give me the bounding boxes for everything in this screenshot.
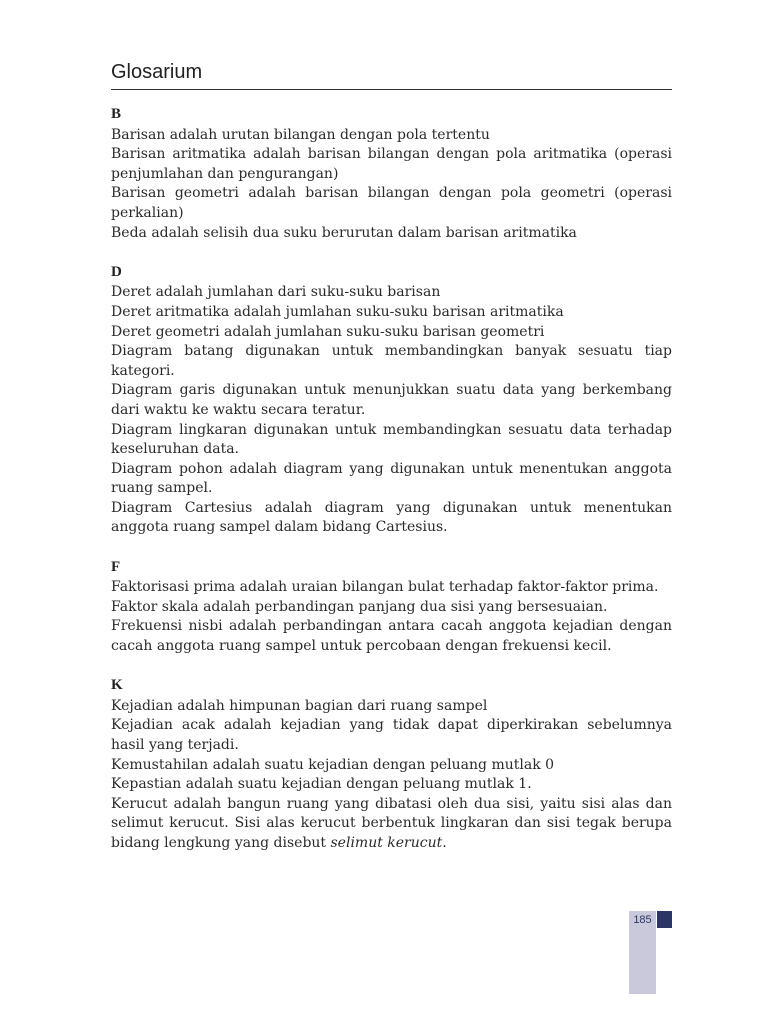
entry-end: . [442,834,447,851]
glossary-content [111,105,672,873]
glossary-entry: Faktorisasi prima adalah uraian bilangan bulat terhadap faktor-faktor prima. [111,579,659,596]
section-d [111,263,672,538]
page-title: Glosarium [111,61,203,83]
glossary-entry: Diagram Cartesius adalah diagram yang digunakan untuk menentukan anggota ruang sampel dalam bidang Cartesius. [111,499,672,536]
entry-emphasis: selimut kerucut [330,834,443,851]
glossary-entry: Kejadian acak adalah kejadian yang tidak dapat diperkirakan sebelumnya hasil yang terjadi. [111,717,672,753]
glossary-entry: Deret adalah jumlahan dari suku-suku barisan [111,284,441,301]
page-marker-square [657,911,672,928]
section-letter: F [111,558,121,575]
glossary-entry: Diagram pohon adalah diagram yang digunakan untuk menentukan anggota ruang sampel. [111,460,672,497]
glossary-entry [111,795,672,854]
entry-text: Kerucut adalah bangun ruang yang dibatasi oleh dua sisi, yaitu sisi alas dan selimut kerucut. Sisi alas kerucut berbentuk lingkaran dan sisi tegak berupa bidang lengkung yang disebut [111,795,672,851]
section-f [111,558,672,657]
glossary-entry: Kejadian adalah himpunan bagian dari ruang sampel [111,697,488,714]
page-number: 185 [633,914,652,926]
glossary-entry: Diagram batang digunakan untuk membandingkan banyak sesuatu tiap kategori. [111,343,672,379]
glossary-entry: Kemustahilan adalah suatu kejadian dengan peluang mutlak 0 [111,756,555,773]
glossary-entry: Diagram garis digunakan untuk menunjukkan suatu data yang berkembang dari waktu ke waktu secara teratur. [111,382,672,418]
section-letter: D [111,263,122,280]
glossary-entry: Barisan geometri adalah barisan bilangan dengan pola geometri (operasi perkalian) [111,185,672,221]
title-divider [111,89,672,90]
glossary-entry: Deret geometri adalah jumlahan suku-suku barisan geometri [111,323,545,340]
section-b [111,105,672,243]
glossary-entry: Beda adalah selisih dua suku berurutan dalam barisan aritmatika [111,224,577,241]
glossary-entry: Kepastian adalah suatu kejadian dengan peluang mutlak 1. [111,776,532,793]
glossary-entry: Barisan adalah urutan bilangan dengan pola tertentu [111,126,490,143]
glossary-entry: Deret aritmatika adalah jumlahan suku-suku barisan aritmatika [111,303,564,320]
glossary-entry: Barisan aritmatika adalah barisan bilangan dengan pola aritmatika (operasi penjumlahan dan pengurangan) [111,146,672,182]
section-k [111,676,672,853]
section-letter: B [111,106,122,122]
glossary-entry: Diagram lingkaran digunakan untuk membandingkan sesuatu data terhadap keseluruhan data. [111,421,672,458]
section-letter: K [111,677,123,694]
glossary-entry: Faktor skala adalah perbandingan panjang dua sisi yang bersesuaian. [111,598,608,615]
glossary-entry: Frekuensi nisbi adalah perbandingan antara cacah anggota kejadian dengan cacah anggota ruang sampel untuk percobaan dengan frekuensi kecil. [111,618,672,655]
